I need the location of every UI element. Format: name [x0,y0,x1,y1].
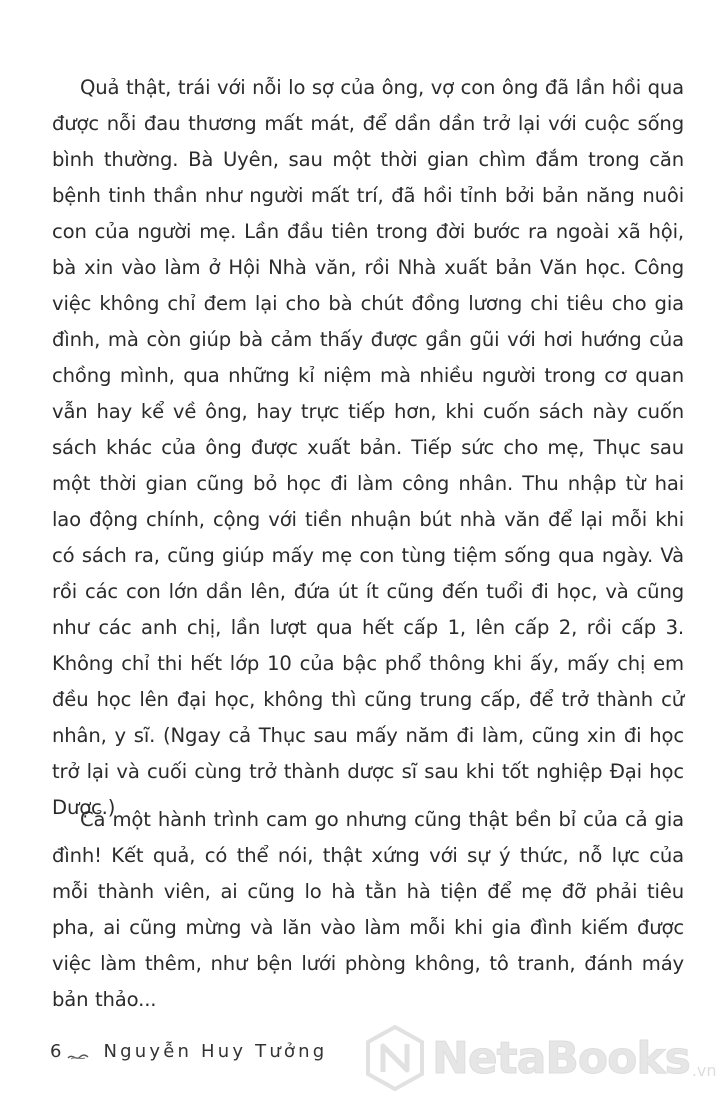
ornament-flourish-icon [67,1046,89,1056]
body-text-paragraph-1 [52,70,684,826]
page-number: 6 [50,1040,62,1062]
watermark-suffix: .vn [691,1061,717,1080]
page-footer [50,1036,327,1066]
paragraph: Cả một hành trình cam go nhưng cũng thật bền bỉ của cả gia đình! Kết quả, có thể nói, thật xứng với sự ý thức, nỗ lực của mỗi thành viên, ai cũng lo hà tằn hà tiện để mẹ đỡ phải tiêu pha, ai cũng mừng và lăn vào làm mỗi khi gia đình kiếm được việc làm thêm, như bện lưới phòng không, tô tranh, đánh máy bản thảo... [52,808,684,1011]
netabooks-watermark [364,1020,717,1096]
paragraph: Quả thật, trái với nỗi lo sợ của ông, vợ con ông đã lần hồi qua được nỗi đau thương mất mát, để dần dần trở lại với cuộc sống bình thường. Bà Uyên, sau một thời gian chìm đắm trong căn bệnh tinh thần như người mất trí, đã hồi tỉnh bởi bản năng nuôi con của người mẹ. Lần đầu tiên trong đời bước ra ngoài xã hội, bà xin vào làm ở Hội Nhà văn, rồi Nhà xuất bản Văn học. Công việc không chỉ đem lại cho bà chút đồng lương chi tiêu cho gia đình, mà còn giúp bà cảm thấy được gần gũi với hơi hướng của chồng mình, qua những kỉ niệm mà nhiều người trong cơ quan vẫn hay kể về ông, hay trực tiếp hơn, khi cuốn sách này cuốn sách khác của ông được xuất bản. Tiếp sức cho mẹ, Thục sau một thời gian cũng bỏ học đi làm công nhân. Thu nhập từ hai lao động chính, cộng với tiền nhuận bút nhà văn để lại mỗi khi có sách ra, cũng giúp mấy mẹ con tùng tiệm sống qua ngày. Và rồi các con lớn dần lên, đứa út ít cũng đến tuổi đi học, và cũng như các anh chị, lần lượt qua hết cấp 1, lên cấp 2, rồi cấp 3. Không chỉ thi hết lớp 10 của bậc phổ thông khi ấy, mấy chị em đều học lên đại học, không thì cũng trung cấp, để trở thành cử nhân, y sĩ. (Ngay cả Thục sau mấy năm đi làm, cũng xin đi học trở lại và cuối cùng trở thành dược sĩ sau khi tốt nghiệp Đại học Dược.) [52,76,684,819]
netabooks-logo-icon [364,1024,426,1092]
watermark-text: NetaBooks [432,1032,690,1084]
body-text-paragraph-2 [52,802,684,1018]
running-footer-author: Nguyễn Huy Tưởng [103,1040,328,1062]
